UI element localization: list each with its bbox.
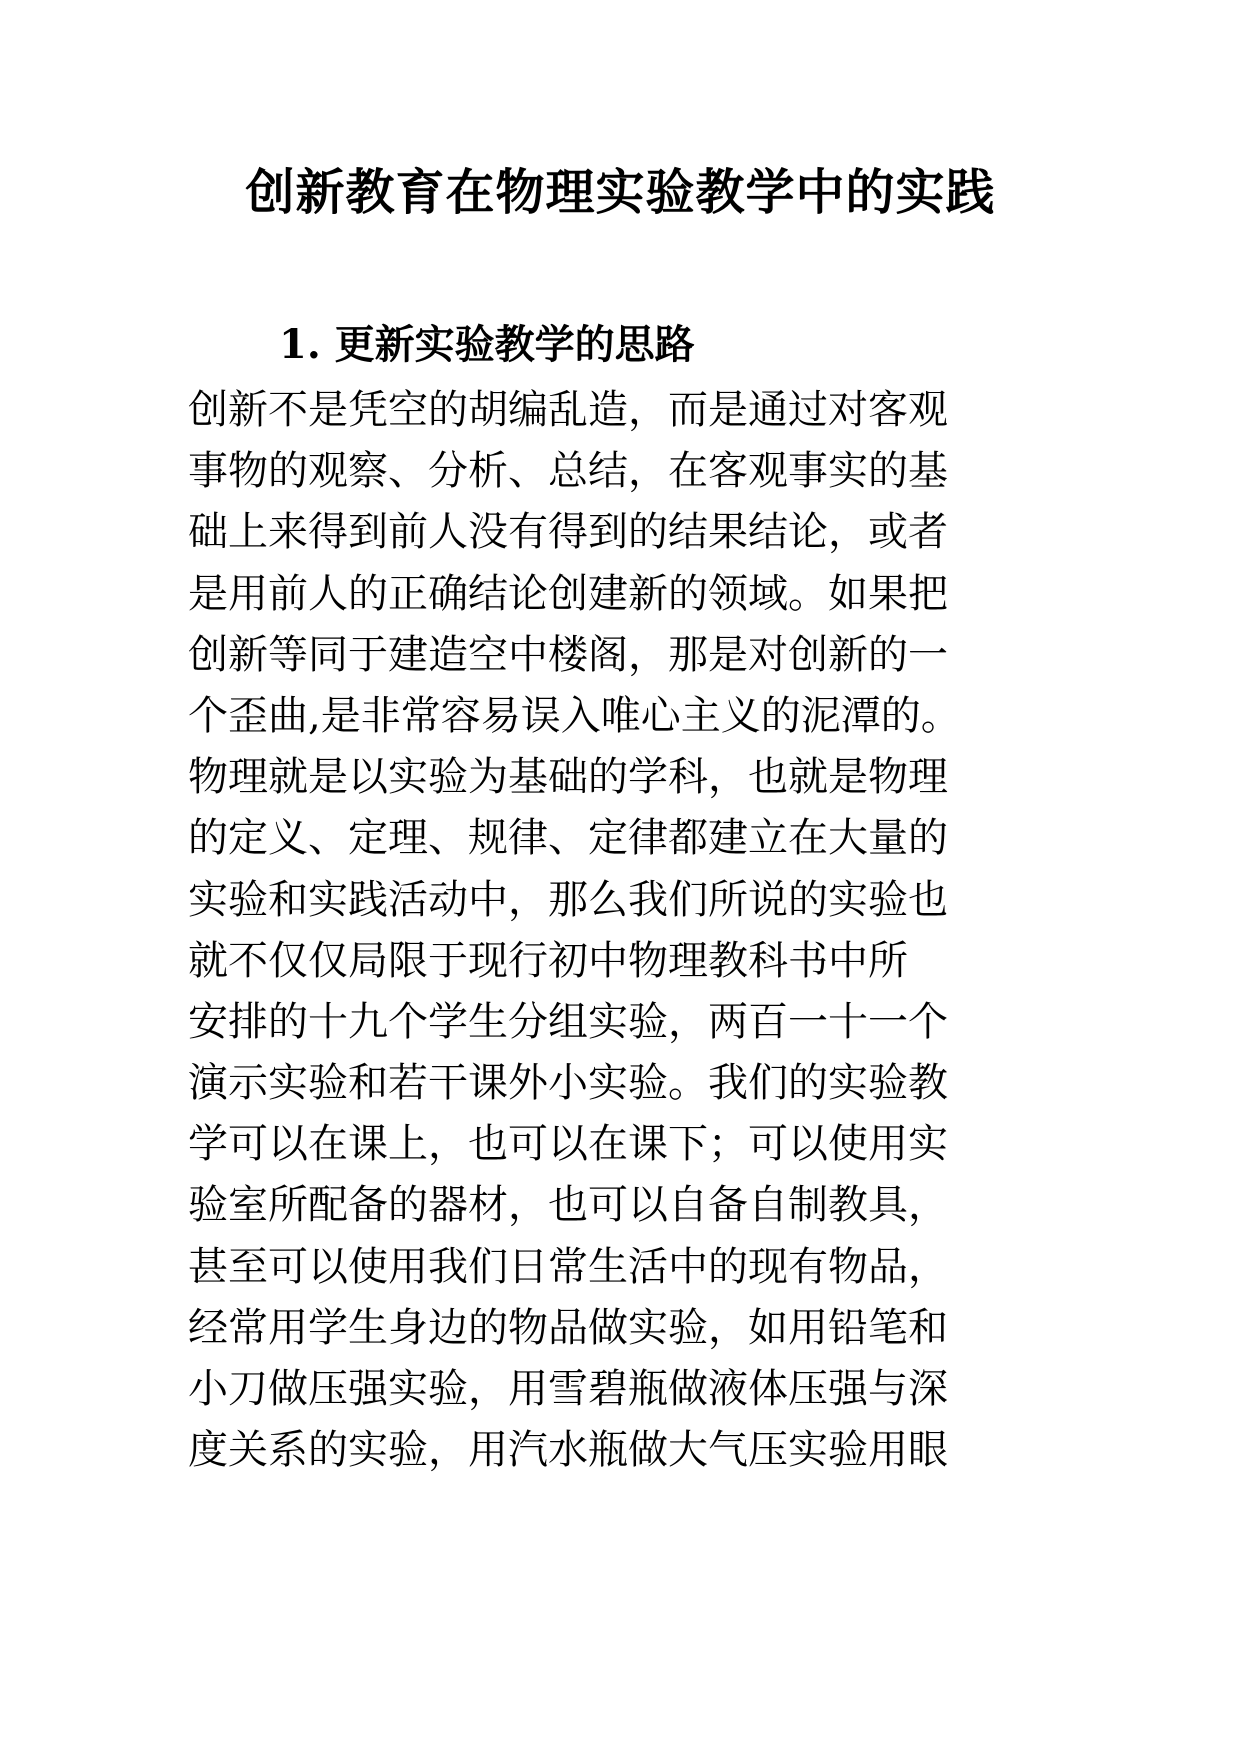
body-line: 是用前人的正确结论创建新的领域。如果把 (188, 570, 948, 617)
body-line: 实验和实践活动中，那么我们所说的实验也 (188, 876, 948, 923)
body-line: 安排的十九个学生分组实验，两百一十一个 (188, 998, 948, 1045)
body-line: 甚至可以使用我们日常生活中的现有物品， (188, 1243, 948, 1290)
body-line: 事物的观察、分析、总结，在客观事实的基 (188, 448, 948, 495)
body-line: 物理就是以实验为基础的学科，也就是物理 (188, 754, 948, 801)
body-line: 经常用学生身边的物品做实验，如用铅笔和 (188, 1304, 948, 1351)
body-line: 度关系的实验，用汽水瓶做大气压实验用眼 (188, 1427, 948, 1474)
body-paragraph (188, 380, 961, 1481)
body-line: 创新不是凭空的胡编乱造，而是通过对客观 (188, 387, 948, 433)
body-line: 小刀做压强实验，用雪碧瓶做液体压强与深 (188, 1366, 948, 1412)
body-line: 就不仅仅局限于现行初中物理教科书中所 (188, 937, 908, 984)
body-line: 验室所配备的器材，也可以自备自制教具， (188, 1182, 948, 1229)
section-heading: 1. 更新实验教学的思路 (279, 321, 695, 368)
page-title: 创新教育在物理实验教学中的实践 (245, 164, 996, 221)
body-line: 的定义、定理、规律、定律都建立在大量的 (188, 815, 948, 862)
body-line: 学可以在课上，也可以在课下；可以使用实 (188, 1121, 948, 1168)
body-line: 演示实验和若干课外小实验。我们的实验教 (188, 1060, 948, 1107)
body-line: 个歪曲,是非常容易误入唯心主义的泥潭的。 (188, 692, 961, 739)
body-line: 创新等同于建造空中楼阁，那是对创新的一 (188, 631, 948, 678)
body-line: 础上来得到前人没有得到的结果结论，或者 (188, 509, 948, 556)
